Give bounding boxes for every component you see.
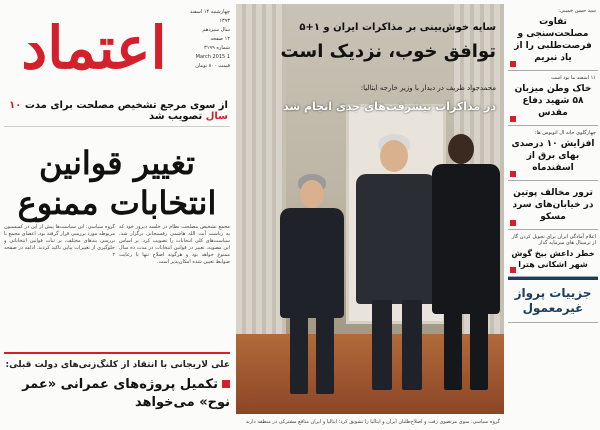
bottom-story-headline: تکمیل پروژه‌های عمرانی «عمر نوح» می‌خواهد — [22, 377, 230, 410]
sidebar-headline: تفاوت مصلحت‌سنجی و فرصت‌طلبی را از یاد نبریم — [514, 17, 592, 63]
bottom-story-subhead: علی لاریجانی با انتقاد از کلنگ‌زنی‌های دولت قبلی: — [5, 360, 230, 370]
bottom-story[interactable] — [4, 352, 230, 428]
sidebar-item[interactable] — [508, 230, 598, 277]
lead-body-column: مجمع تشخیص مصلحت نظام در جلسه دیروز خود که به ریاست آیت الله هاشمی رفسنجانی برگزار شد، سیاست‌های کلی انتخابات را تصویب کرد. بر اساس این مصوبه، تغییر در قوانین انتخابات در مدت ده سال ممنوع خواهد بود و هرگونه اصلاح تنها با رعایت ضوابط تعیین شده امکان‌پذیر است. — [119, 224, 230, 265]
sidebar-item[interactable] — [508, 126, 598, 181]
sidebar-headline: خاک وطن میزبان ۵۸ شهید دفاع مقدس — [514, 84, 592, 118]
lead-subhead: از سوی مرجع تشخیص مصلحت برای مدت ۱۰ سال تصویب شد — [4, 96, 230, 127]
sidebar-kicker: سید حسن خمینی: — [558, 8, 596, 14]
sidebar-headline: افزایش ۱۰ درصدی بهای برق از اسفندماه — [511, 139, 595, 173]
photo-kicker: سایه خوش‌بینی بر مذاکرات ایران و ۱+۵ — [299, 22, 496, 33]
red-square-icon — [510, 61, 516, 67]
issue-pages: ۱۲ صفحه — [210, 36, 230, 42]
sidebar-kicker: ۱۱ اسفند ما بود است — [551, 75, 596, 81]
lead-body-column: گروه سیاسی: این سیاست‌ها پیش از این در کمیسیون مربوطه مورد بررسی قرار گرفته بود. اعضای مجمع با بررسی بندهای مختلف، بر ثبات قوانین انتخاباتی و جلوگیری از تغییرات پیاپی تاکید کردند. ادامه در صفحه ۲ — [4, 224, 115, 258]
issue-year: سال سیزدهم — [202, 27, 230, 33]
red-square-icon — [510, 171, 516, 177]
sidebar-headline: جزییات پرواز غیرمعمول — [514, 286, 592, 315]
red-square-icon — [510, 267, 516, 273]
sidebar-item[interactable] — [508, 277, 598, 323]
logo-text: اعتماد — [21, 14, 167, 82]
red-square-icon — [510, 220, 516, 226]
sidebar-item[interactable] — [508, 71, 598, 126]
news-photo — [236, 4, 504, 414]
lead-story[interactable] — [4, 96, 230, 430]
photo-caption: گروه سیاسی: سوی مرتضوی رفت و اصلاح‌طلبان ایران و ایتالیا را تشویق کرد؛ ایتالیا و ایران منافع مشترکی در منطقه دارند — [245, 419, 500, 425]
sidebar-kicker: اعلام آمادگی ایران برای تحویل کردن گاز از ترمینال های سرمایه گذار — [511, 234, 596, 246]
sidebar-headline: ترور مخالف پوتین در خیابان‌های سرد مسکو — [512, 188, 594, 222]
issue-date-latin: 1 March 2015 — [195, 54, 230, 60]
issue-info — [186, 8, 230, 71]
photo-headline: توافق خوب، نزدیک است — [280, 41, 496, 62]
lead-subhead-highlight: ۱۰ سال — [9, 100, 228, 122]
issue-number: شماره ۳۱۹۹ — [204, 45, 230, 51]
newspaper-logo[interactable] — [4, 2, 184, 94]
photo-sub-kicker: محمدجواد ظریف در دیدار با وزیر خارجه ایتالیا: — [360, 84, 496, 92]
issue-date: چهارشنبه ۱۴ اسفند ۱۳۹۳ — [189, 9, 230, 24]
photo-headline-block[interactable] — [244, 22, 496, 113]
red-carpet — [236, 334, 504, 414]
sidebar-headline: خطر داعش بیخ گوش شهر اشکانی هترا — [511, 249, 595, 269]
sidebar-item[interactable] — [508, 4, 598, 71]
photo-story[interactable] — [236, 4, 504, 430]
sidebar-item[interactable] — [508, 181, 598, 230]
masthead — [4, 2, 230, 94]
lead-body — [4, 224, 230, 348]
photo-subheadline: در مذاکرات پیشرفت‌های جدی انجام شد — [282, 100, 496, 113]
issue-price: قیمت ۸۰۰ تومان — [195, 63, 230, 69]
sidebar-kicker: چهارگلوی خانه ال اتوبوس ها: — [534, 130, 596, 136]
red-square-icon — [510, 116, 516, 122]
sidebar-news — [508, 4, 598, 430]
bullet-icon — [222, 380, 230, 388]
lead-headline[interactable]: تغییر قوانین انتخابات ممنوع — [17, 144, 217, 222]
